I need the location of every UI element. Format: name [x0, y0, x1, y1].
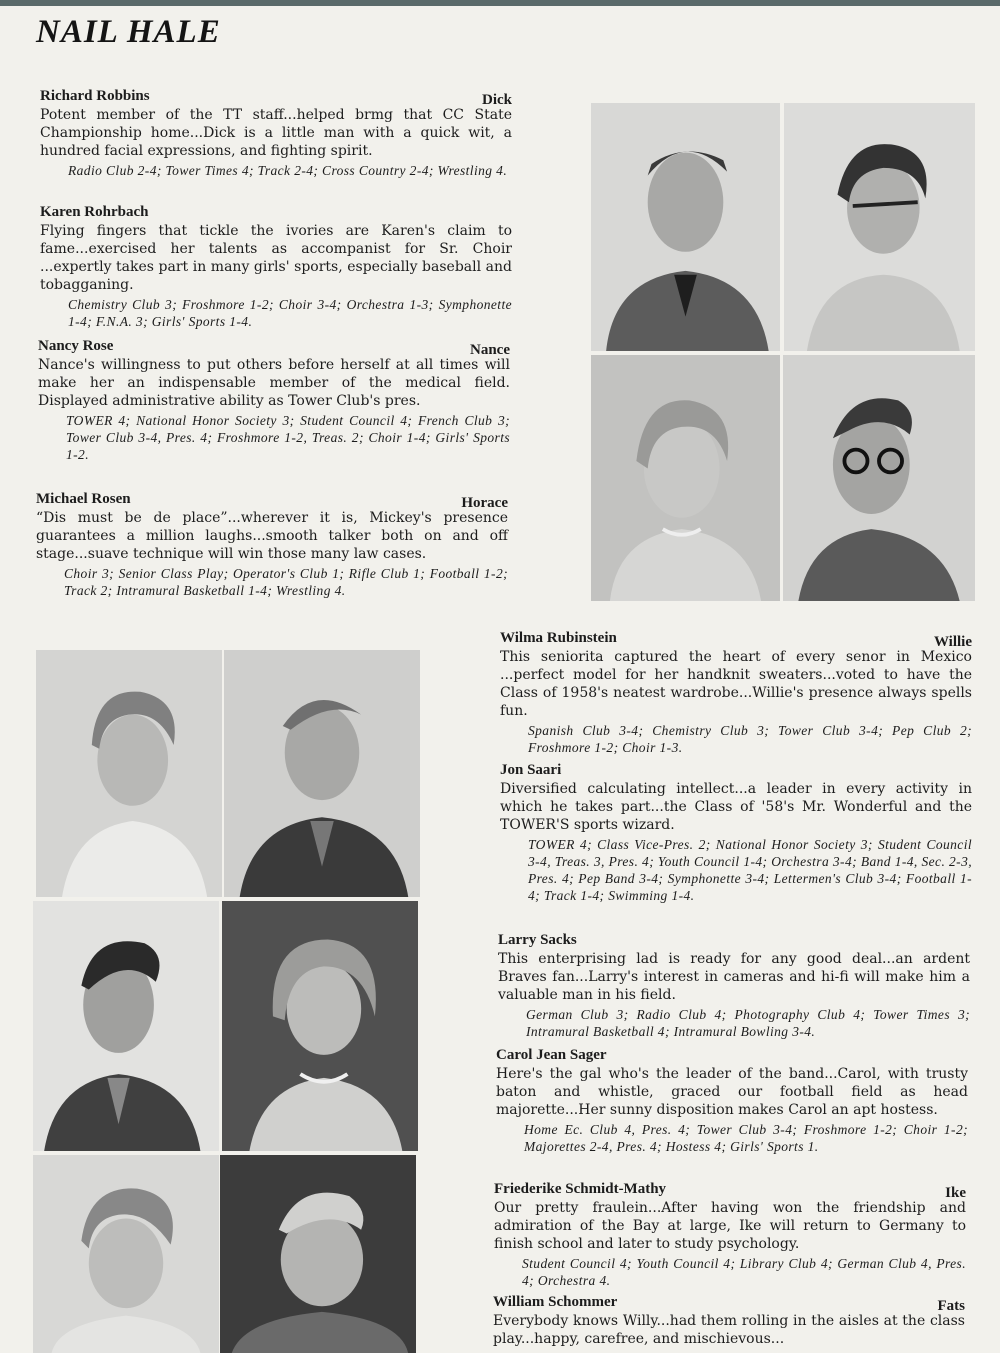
portrait-photo-robbins	[591, 103, 780, 351]
student-description: Nance's willingness to put others before herself at all times will make her an indispensable member of the medical field. Displayed administrative ability as Tower Club's pres.	[38, 357, 510, 409]
student-activities: Spanish Club 3-4; Chemistry Club 3; Tower Club 3-4; Pep Club 2; Froshmore 1-2; Choir 1-3.	[528, 723, 972, 755]
student-entry-robbins	[40, 88, 512, 179]
student-entry-sacks	[498, 932, 970, 1040]
student-activities: Student Council 4; Youth Council 4; Library Club 4; German Club 4, Pres. 4; Orchestra 4.	[522, 1256, 966, 1288]
student-entry-schommer	[493, 1294, 965, 1350]
student-entry-sager	[496, 1047, 968, 1155]
top-edge-band	[0, 0, 1000, 6]
student-name: Wilma Rubinstein	[500, 630, 617, 646]
portrait-photo-sager	[222, 901, 418, 1151]
student-description: Flying fingers that tickle the ivories are Karen's claim to fame...exercised her talents as accompanist for Sr. Choir ...expertly takes part in many girls' sports, especially baseball and tobagganing.	[40, 223, 512, 293]
page-title: NAIL HALE	[36, 14, 221, 50]
student-activities: Radio Club 2-4; Tower Times 4; Track 2-4; Cross Country 2-4; Wrestling 4.	[68, 163, 508, 178]
student-name: Michael Rosen	[36, 491, 131, 507]
student-nickname: Ike	[945, 1185, 966, 1201]
portrait-photo-rosen	[783, 355, 975, 601]
student-name: Larry Sacks	[498, 932, 577, 948]
student-name: Karen Rohrbach	[40, 204, 149, 220]
student-activities: Home Ec. Club 4, Pres. 4; Tower Club 3-4; Froshmore 1-2; Choir 1-2; Majorettes 2-4, Pres. 4; Hostess 4; Girls' Sports 1.	[524, 1122, 968, 1154]
portrait-photo-rubinstein	[36, 650, 222, 897]
student-description: Diversified calculating intellect...a leader in every activity in which he takes part...the Class of '58's Mr. Wonderful and the TOWER'S sports wizard.	[500, 781, 972, 833]
student-activities: Choir 3; Senior Class Play; Operator's Club 1; Rifle Club 1; Football 1-2; Track 2; Intramural Basketball 1-4; Wrestling 4.	[64, 566, 508, 598]
student-name: Nancy Rose	[38, 338, 114, 354]
student-activities: German Club 3; Radio Club 4; Photography Club 4; Tower Times 3; Intramural Basketball 4; Intramural Bowling 3-4.	[526, 1007, 970, 1039]
student-entry-rohrbach	[40, 204, 512, 330]
portrait-photo-sacks	[33, 901, 219, 1151]
student-name: William Schommer	[493, 1294, 618, 1310]
portrait-photo-rohrbach	[784, 103, 975, 351]
portrait-photo-saari	[224, 650, 420, 897]
student-nickname: Willie	[933, 634, 972, 650]
student-entry-saari	[500, 762, 972, 904]
student-description: Our pretty fraulein...After having won the friendship and admiration of the Bay at large, Ike will return to Germany to finish school and later to study psychology.	[494, 1200, 966, 1252]
student-entry-rosen	[36, 491, 508, 599]
student-name: Jon Saari	[500, 762, 562, 778]
student-description: “Dis must be de place”...wherever it is, Mickey's presence guarantees a million laughs...smooth talker both on and off stage...suave technique will win those many law cases.	[36, 510, 508, 562]
student-entry-rubinstein	[500, 630, 972, 756]
student-nickname: Fats	[937, 1298, 965, 1314]
portrait-photo-rose	[591, 355, 780, 601]
student-name: Friederike Schmidt-Mathy	[494, 1181, 667, 1197]
student-description: Here's the gal who's the leader of the band...Carol, with trusty baton and whistle, graced our football field as head majorette...Her sunny disposition makes Carol an apt hostess.	[496, 1066, 968, 1118]
student-entry-schmidt-mathy	[494, 1181, 966, 1289]
student-name: Carol Jean Sager	[496, 1047, 607, 1063]
student-description: This enterprising lad is ready for any good deal...an ardent Braves fan...Larry's interest in cameras and hi-fi will make him a valuable man in his field.	[498, 951, 970, 1003]
student-nickname: Nance	[470, 342, 510, 358]
student-description: Potent member of the TT staff...helped brmg that CC State Championship home...Dick is a little man with a quick wit, a hundred facial expressions, and fighting spirit.	[40, 107, 512, 159]
student-description: This seniorita captured the heart of every senor in Mexico ...perfect model for her handknit sweaters...voted to have the Class of 1958's neatest wardrobe...Willie's presence always spells fun.	[500, 649, 972, 719]
student-nickname: Horace	[461, 495, 508, 511]
student-name: Richard Robbins	[40, 88, 150, 104]
student-nickname: Dick	[482, 92, 512, 108]
portrait-photo-schommer	[220, 1155, 416, 1353]
student-activities: Chemistry Club 3; Froshmore 1-2; Choir 3-4; Orchestra 1-3; Symphonette 1-4; F.N.A. 3; Girls' Sports 1-4.	[68, 297, 512, 329]
portrait-photo-schmidt-mathy	[33, 1155, 219, 1353]
student-description: Everybody knows Willy...had them rolling in the aisles at the class play...happy, carefree, and mischievous...	[493, 1313, 965, 1347]
student-entry-rose	[38, 338, 510, 463]
student-activities: TOWER 4; National Honor Society 3; Student Council 4; French Club 3; Tower Club 3-4, Pres. 4; Froshmore 1-2, Treas. 2; Choir 1-4; Girls' Sports 1-2.	[66, 413, 510, 462]
student-activities: TOWER 4; Class Vice-Pres. 2; National Honor Society 3; Student Council 3-4, Treas. 3, Pres. 4; Youth Council 1-4; Orchestra 3-4; Band 1-4, Sec. 2-3, Pres. 4; Pep Band 3-4; Symphonette 3-4; Lettermen's Club 3-4; Football 1-4; Track 1-4; Swimming 1-4.	[528, 837, 972, 903]
